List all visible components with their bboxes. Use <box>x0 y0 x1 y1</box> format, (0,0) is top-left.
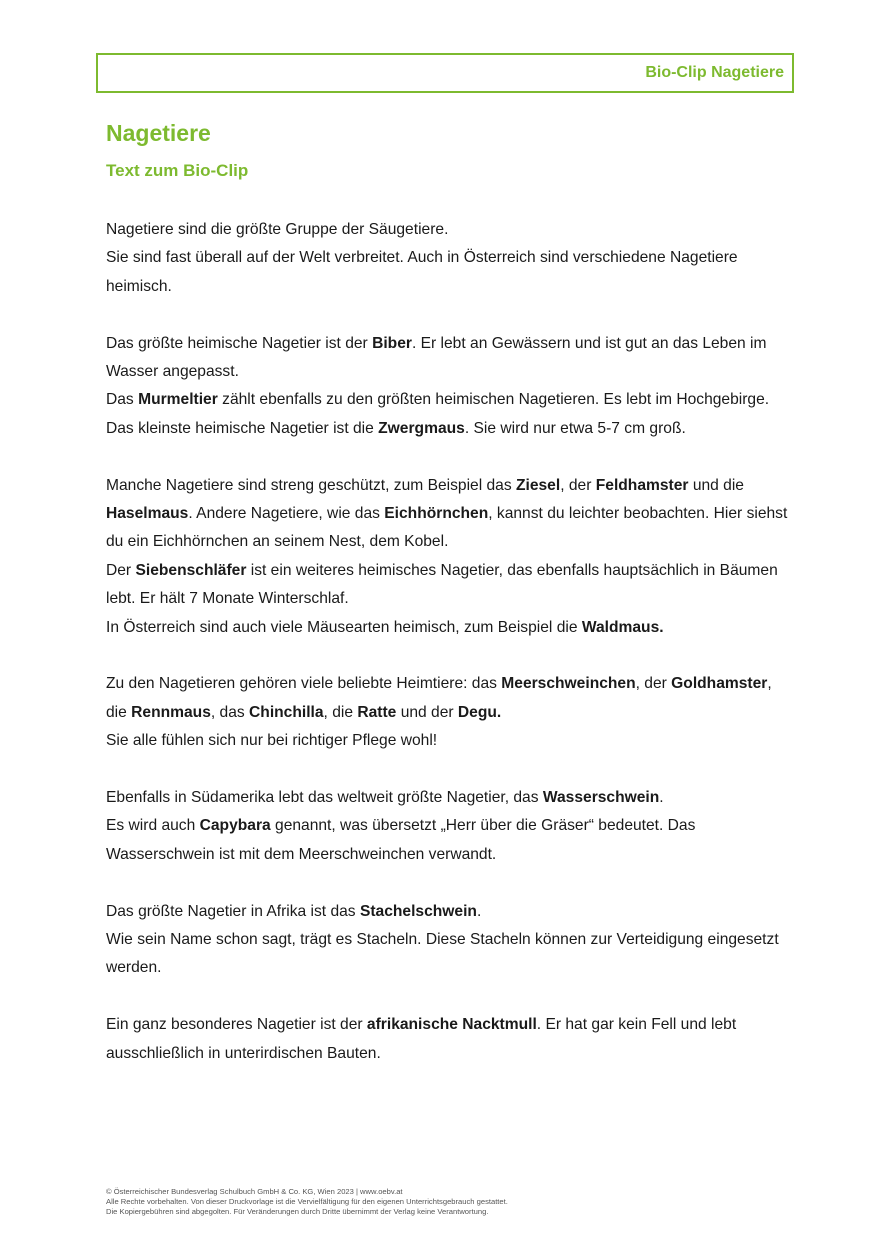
highlighted-term: Chinchilla <box>249 703 324 721</box>
text-line <box>106 675 772 720</box>
highlighted-term: Haselmaus <box>106 505 189 523</box>
highlighted-term: Eichhörnchen <box>384 505 489 523</box>
text-segment: Es wird auch <box>106 817 200 835</box>
text-segment: ist ein weiteres heimisches Nagetier, das ebenfalls hauptsächlich in Bäumen lebt. Er hält 7 Monate Winterschlaf. <box>106 561 778 608</box>
text-segment: und der <box>396 703 458 721</box>
text-segment: Nagetiere sind die größte Gruppe der Säugetiere. <box>106 221 449 238</box>
highlighted-term: Waldmaus. <box>581 618 664 636</box>
highlighted-term: afrikanische Nacktmull <box>366 1016 537 1034</box>
highlighted-term: Ziesel <box>515 476 561 494</box>
text-segment: . Andere Nagetiere, wie das <box>188 505 385 523</box>
paragraph <box>106 784 790 869</box>
text-segment: , der <box>560 476 596 494</box>
paragraph <box>106 670 790 755</box>
highlighted-term: Capybara <box>199 817 271 835</box>
text-segment: . Er hat gar kein Fell und lebt ausschließlich in unterirdischen Bauten. <box>106 1016 737 1062</box>
highlighted-term: Degu. <box>457 703 502 721</box>
footer-fees: Die Kopiergebühren sind abgegolten. Für Veränderungen durch Dritte übernimmt der Verlag keine Verantwortung. <box>106 1207 489 1216</box>
text-segment: Das größte Nagetier in Afrika ist das <box>106 902 360 920</box>
text-segment: Das <box>106 391 139 409</box>
header-label: Bio-Clip Nagetiere <box>645 64 784 81</box>
text-line <box>106 420 686 437</box>
paragraph <box>106 1011 790 1068</box>
highlighted-term: Murmeltier <box>138 391 218 409</box>
page-title: Nagetiere <box>106 120 211 146</box>
text-segment: . Sie wird nur etwa 5-7 cm groß. <box>464 419 686 437</box>
text-segment: Das kleinste heimische Nagetier ist die <box>106 419 379 437</box>
header-box <box>96 53 794 93</box>
highlighted-term: Meerschweinchen <box>501 675 636 693</box>
text-segment: , die <box>106 675 772 721</box>
paragraph <box>106 472 790 642</box>
text-segment: Das größte heimische Nagetier ist der <box>106 334 373 352</box>
text-line <box>106 732 437 749</box>
text-segment: zählt ebenfalls zu den größten heimischen Nagetieren. Es lebt im Hochgebirge. <box>217 391 770 409</box>
text-line <box>106 249 738 294</box>
highlighted-term: Goldhamster <box>671 675 768 693</box>
text-segment: Ein ganz besonderes Nagetier ist der <box>106 1016 367 1034</box>
text-line <box>106 562 778 607</box>
text-segment: Sie sind fast überall auf der Welt verbreitet. Auch in Österreich sind verschiedene Nagetiere heimisch. <box>106 249 738 295</box>
text-segment: und die <box>688 476 744 494</box>
text-segment: , die <box>323 703 358 721</box>
text-line <box>106 391 769 408</box>
text-segment: , der <box>635 675 672 693</box>
text-segment: , das <box>210 703 250 721</box>
text-segment: . <box>476 902 482 920</box>
footer <box>106 1187 806 1217</box>
text-segment: In Österreich sind auch viele Mäusearten heimisch, zum Beispiel die <box>106 618 582 636</box>
text-segment: . <box>659 789 664 807</box>
text-content <box>106 216 790 1096</box>
highlighted-term: Rennmaus <box>131 703 211 721</box>
text-line <box>106 221 448 238</box>
highlighted-term: Feldhamster <box>595 476 689 494</box>
text-segment: Manche Nagetiere sind streng geschützt, zum Beispiel das <box>106 476 516 494</box>
text-segment: Sie alle fühlen sich nur bei richtiger Pflege wohl! <box>106 732 438 750</box>
highlighted-term: Stachelschwein <box>359 902 477 920</box>
paragraph <box>106 898 790 983</box>
text-segment: Ebenfalls in Südamerika lebt das weltweit größte Nagetier, das <box>106 789 543 807</box>
text-segment: Wie sein Name schon sagt, trägt es Stacheln. Diese Stacheln können zur Verteidigung eingesetzt werden. <box>106 931 779 977</box>
highlighted-term: Wasserschwein <box>542 789 660 807</box>
text-segment: Der <box>106 561 136 579</box>
text-line <box>106 931 779 976</box>
paragraph <box>106 330 790 444</box>
text-line <box>106 477 787 551</box>
text-line <box>106 1016 736 1061</box>
highlighted-term: Ratte <box>357 703 397 721</box>
text-line <box>106 619 664 636</box>
text-segment: . Er lebt an Gewässern und ist gut an das Leben im Wasser angepasst. <box>106 334 767 381</box>
text-segment: genannt, was übersetzt „Herr über die Gräser“ bedeutet. Das Wasserschwein ist mit dem Meerschweinchen verwandt. <box>106 817 696 863</box>
highlighted-term: Zwergmaus <box>378 419 465 437</box>
text-line <box>106 335 766 380</box>
text-line <box>106 903 481 920</box>
paragraph <box>106 216 790 301</box>
text-line <box>106 817 695 862</box>
text-line <box>106 789 664 806</box>
text-segment: Zu den Nagetieren gehören viele beliebte Heimtiere: das <box>106 675 502 693</box>
footer-rights: Alle Rechte vorbehalten. Von dieser Druckvorlage ist die Vervielfältigung für den eigenen Unterrichtsgebrauch gestattet. <box>106 1197 508 1206</box>
highlighted-term: Biber <box>372 334 412 352</box>
text-segment: , kannst du leichter beobachten. Hier siehst du ein Eichhörnchen an seinem Nest, dem Kobel. <box>106 505 788 551</box>
footer-copyright: © Österreichischer Bundesverlag Schulbuch GmbH & Co. KG, Wien 2023 | www.oebv.at <box>106 1187 403 1196</box>
page-subtitle: Text zum Bio-Clip <box>106 161 249 180</box>
highlighted-term: Siebenschläfer <box>135 561 247 579</box>
